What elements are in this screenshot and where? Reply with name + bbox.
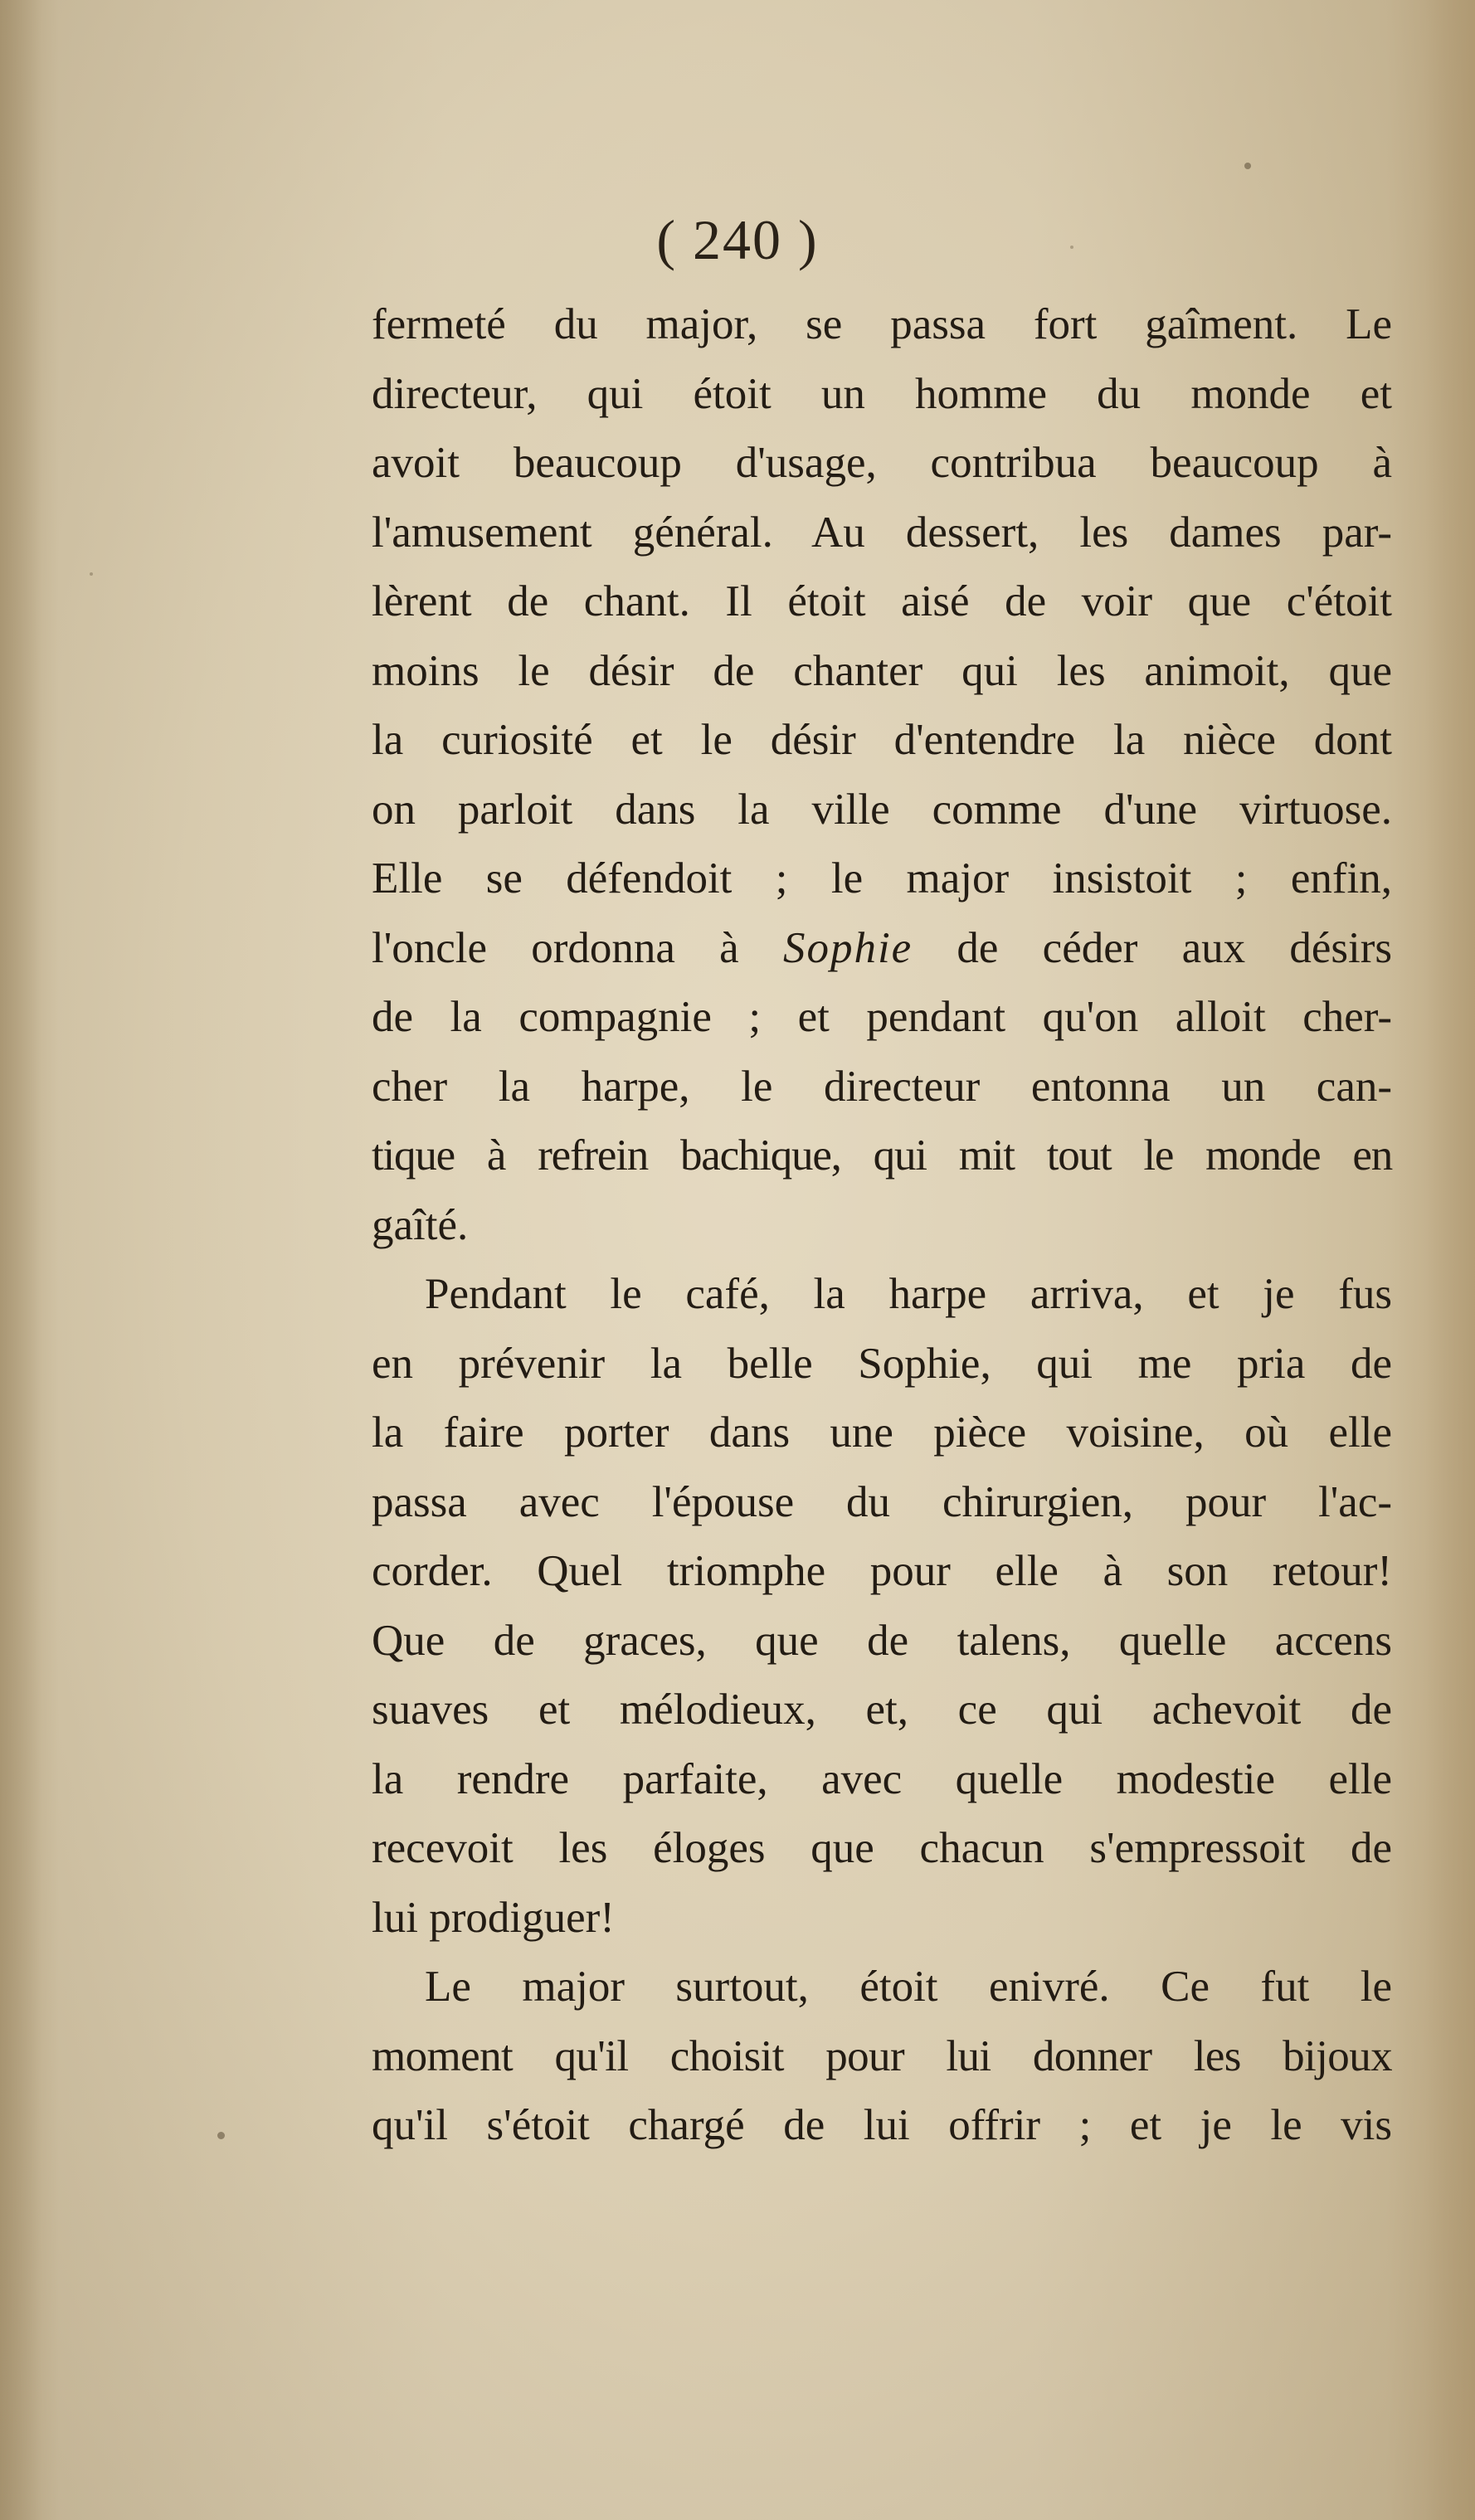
text-line: tique à refrein bachique, qui mit tout le monde en xyxy=(372,1131,1392,1180)
page-edge-left xyxy=(0,0,41,2520)
text-line: en prévenir la belle Sophie, qui me pria de xyxy=(372,1339,1392,1388)
text-line: Elle se défendoit ; le major insistoit ; enfin, xyxy=(372,854,1392,902)
text-line: gaîté. xyxy=(372,1200,469,1249)
text-line: fermeté du major, se passa fort gaîment. Le xyxy=(372,300,1392,348)
text-line: avoit beaucoup d'usage, contribua beaucoup à xyxy=(372,439,1392,487)
text-line: passa avec l'épouse du chirurgien, pour l'ac- xyxy=(372,1477,1392,1526)
page-edge-right xyxy=(1425,0,1475,2520)
italic-name: Sophie xyxy=(782,923,913,972)
text-line: cher la harpe, le directeur entonna un can- xyxy=(372,1062,1392,1111)
text-fragment: l'oncle ordonna à xyxy=(372,923,739,972)
text-line: corder. Quel triomphe pour elle à son retour! xyxy=(372,1547,1392,1595)
page-number: ( 240 ) xyxy=(656,208,819,271)
text-line: de la compagnie ; et pendant qu'on alloit cher- xyxy=(372,993,1392,1041)
text-line: directeur, qui étoit un homme du monde et xyxy=(372,369,1392,418)
body-text xyxy=(372,290,1392,2161)
text-line: l'amusement général. Au dessert, les dames par- xyxy=(372,508,1392,557)
text-line: Que de graces, que de talens, quelle accens xyxy=(372,1616,1392,1665)
text-line: moment qu'il choisit pour lui donner les bijoux xyxy=(372,2031,1392,2080)
text-line: lèrent de chant. Il étoit aisé de voir que c'étoit xyxy=(372,577,1392,625)
paper-speck xyxy=(1244,163,1251,169)
text-line: Pendant le café, la harpe arriva, et je fus xyxy=(425,1270,1392,1318)
text-line: la curiosité et le désir d'entendre la nièce dont xyxy=(372,716,1392,764)
text-line xyxy=(372,914,1392,984)
paper-speck xyxy=(217,2132,225,2139)
text-line: moins le désir de chanter qui les animoit, que xyxy=(372,646,1392,695)
text-line: suaves et mélodieux, et, ce qui achevoit de xyxy=(372,1686,1392,1734)
text-line: la rendre parfaite, avec quelle modestie elle xyxy=(372,1754,1392,1803)
text-fragment: de céder aux désirs xyxy=(957,923,1393,972)
paper-speck xyxy=(90,572,93,576)
text-line: qu'il s'étoit chargé de lui offrir ; et je le vis xyxy=(372,2101,1392,2149)
text-line: lui prodiguer! xyxy=(372,1893,615,1942)
text-line: la faire porter dans une pièce voisine, où elle xyxy=(372,1408,1392,1457)
text-line: Le major surtout, étoit enivré. Ce fut le xyxy=(425,1963,1392,2011)
text-line: on parloit dans la ville comme d'une virtuose. xyxy=(372,785,1392,834)
text-line: recevoit les éloges que chacun s'empressoit de xyxy=(372,1824,1392,1872)
